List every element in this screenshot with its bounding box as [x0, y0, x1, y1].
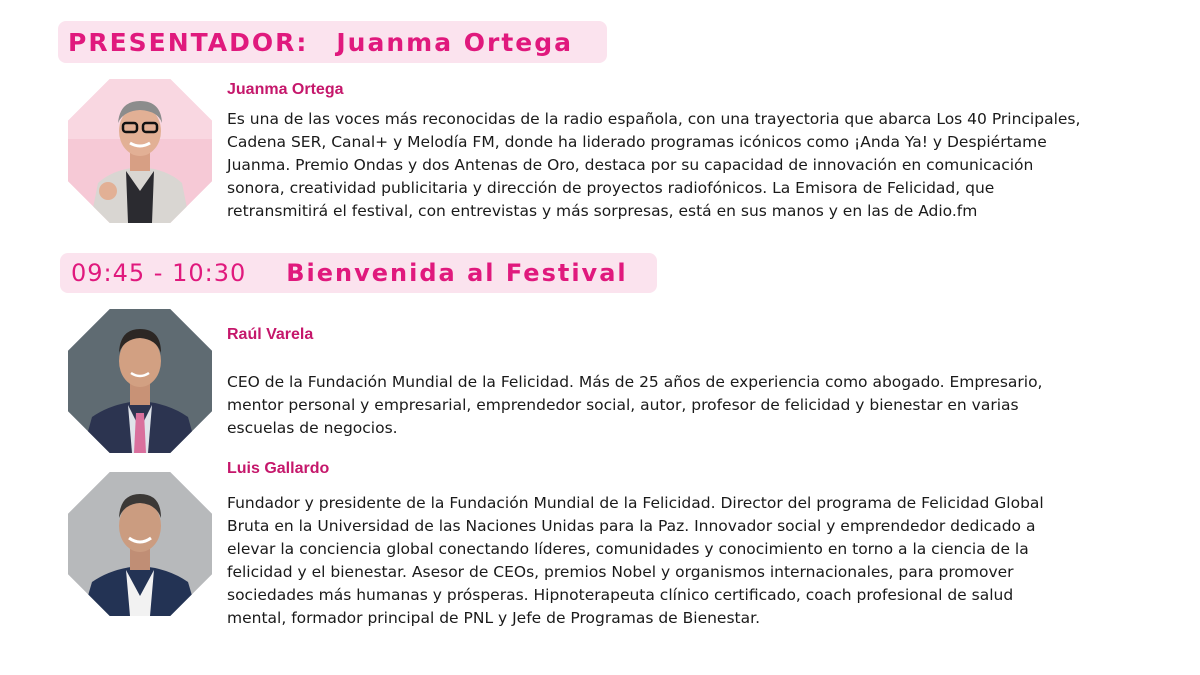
- speaker-bio: [227, 492, 1147, 630]
- session-banner: [60, 253, 657, 293]
- bio-line: Cadena SER, Canal+ y Melodía FM, donde ha liderado programas icónicos como ¡Anda Ya! y Despiértame: [227, 133, 1047, 151]
- bio-line: mentor personal y empresarial, emprendedor social, autor, profesor de felicidad y bienestar en varias: [227, 396, 1019, 414]
- bio-line: retransmitirá el festival, con entrevistas y más sorpresas, está en sus manos y en las de Adio.fm: [227, 202, 978, 220]
- speaker-photo-luis-gallardo: [68, 472, 212, 616]
- presenter-photo: [68, 79, 212, 223]
- bio-line: CEO de la Fundación Mundial de la Felicidad. Más de 25 años de experiencia como abogado. Empresario,: [227, 373, 1043, 391]
- bio-line: Fundador y presidente de la Fundación Mundial de la Felicidad. Director del programa de Felicidad Global: [227, 494, 1044, 512]
- presenter-label: PRESENTADOR:: [68, 27, 309, 57]
- bio-line: felicidad y el bienestar. Asesor de CEOs, premios Nobel y organismos internacionales, para promover: [227, 563, 1014, 581]
- presenter-bio: [227, 108, 1147, 223]
- speaker-name: Raúl Varela: [227, 326, 314, 343]
- presenter-name: Juanma Ortega: [227, 81, 344, 98]
- presenter-banner-name: Juanma Ortega: [336, 27, 574, 57]
- speaker-name: Luis Gallardo: [227, 460, 330, 477]
- bio-line: Juanma. Premio Ondas y dos Antenas de Oro, destaca por su capacidad de innovación en comunicación: [227, 156, 1034, 174]
- bio-line: sonora, creatividad publicitaria y dirección de proyectos radiofónicos. La Emisora de Felicidad, que: [227, 179, 995, 197]
- bio-line: escuelas de negocios.: [227, 419, 398, 437]
- speaker-bio: [227, 371, 1147, 440]
- bio-line: mental, formador principal de PNL y Jefe de Programas de Bienestar.: [227, 609, 760, 627]
- bio-line: Bruta en la Universidad de las Naciones Unidas para la Paz. Innovador social y emprendedor dedicado a: [227, 517, 1036, 535]
- bio-line: elevar la conciencia global conectando líderes, comunidades y conocimiento en torno a la ciencia de la: [227, 540, 1029, 558]
- speaker-photo-raul-varela: [68, 309, 212, 453]
- session-time: 09:45 - 10:30: [71, 259, 247, 287]
- bio-line: sociedades más humanas y prósperas. Hipnoterapeuta clínico certificado, coach profesional de salud: [227, 586, 1014, 604]
- presenter-banner: [58, 21, 607, 63]
- bio-line: Es una de las voces más reconocidas de la radio española, con una trayectoria que abarca Los 40 Principales,: [227, 110, 1081, 128]
- session-title: Bienvenida al Festival: [286, 259, 628, 287]
